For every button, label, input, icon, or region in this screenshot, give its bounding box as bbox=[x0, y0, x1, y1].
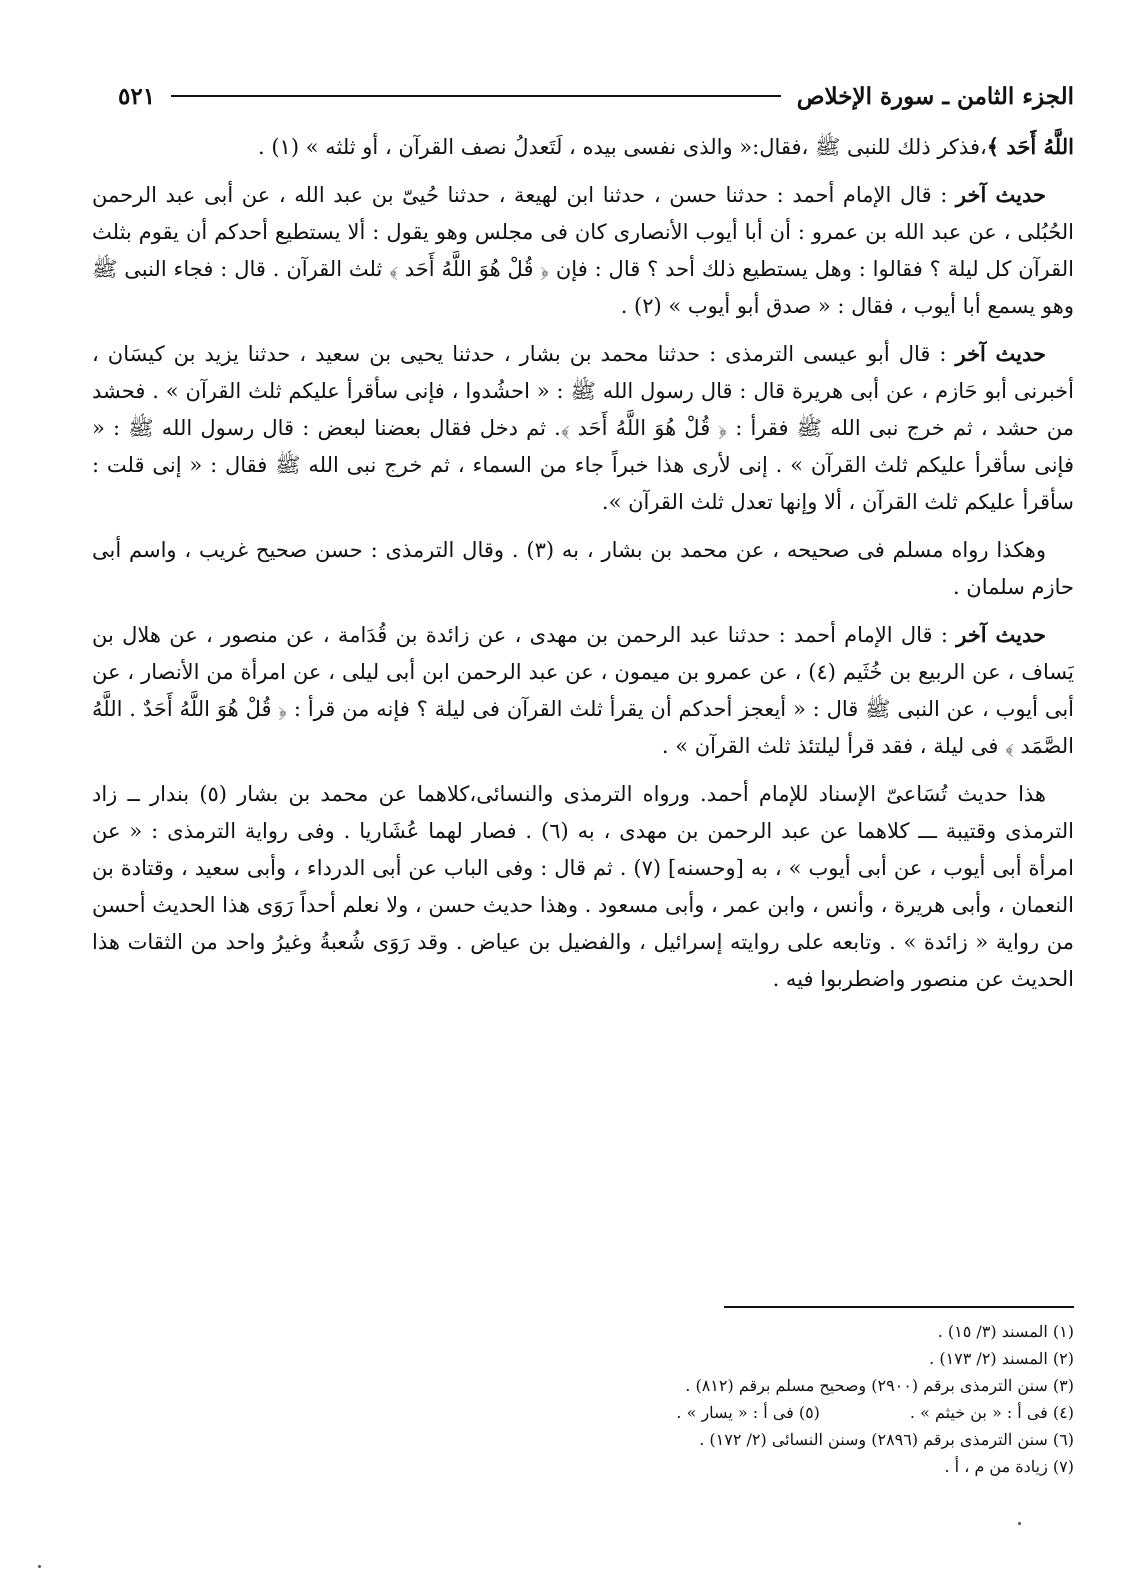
footnote-7: (٧) زيادة من م ، أ . bbox=[944, 1457, 1074, 1476]
footnote-1: (١) المسند (٣/ ١٥) . bbox=[937, 1322, 1074, 1341]
paragraph-text: وهكذا رواه مسلم فى صحيحه ، عن محمد بن بشار ، به (٣) . وقال الترمذى : حسن صحيح غريب ، واسم أبى حازم سلمان . bbox=[92, 538, 1074, 599]
footnote-2: (٢) المسند (٢/ ١٧٣) . bbox=[929, 1349, 1074, 1368]
footnote-separator bbox=[724, 1306, 1074, 1308]
footnote-6: (٦) سنن الترمذى برقم (٢٨٩٦) وسنن النسائى (٢/ ١٧٢) . bbox=[699, 1430, 1074, 1449]
scan-speck bbox=[38, 1565, 41, 1568]
paragraph-text: : قال أبو عيسى الترمذى : حدثنا محمد بن بشار ، حدثنا يحيى بن سعيد ، حدثنا يزيد بن كيسَان ، أخبرنى أبو حَازم ، عن أبى هريرة قال : قال رسول الله ﷺ : « احشُدوا ، فإنى سأقرأ عليكم ثلث القرآن » . فحشد من حشد ، ثم خرج نبى الله ﷺ فقرأ : ﴿ قُلْ هُوَ اللَّهُ أَحَد ﴾. ثم دخل فقال بعضنا لبعض : قال رسول الله ﷺ : « فإنى سأقرأ عليكم ثلث القرآن » . إنى لأرى هذا خبراً جاء من السماء ، ثم خرج نبى الله ﷺ فقال : « إنى قلت : سأقرأ عليكم ثلث القرآن ، ألا وإنها تعدل ثلث القرآن ». bbox=[92, 342, 1074, 514]
footnote-3: (٣) سنن الترمذى برقم (٢٩٠٠) وصحيح مسلم برقم (٨١٢) . bbox=[685, 1376, 1074, 1395]
running-head bbox=[118, 78, 1074, 114]
footnote-4: (٤) فى أ : « بن خيثم » . bbox=[909, 1403, 1074, 1422]
footnotes bbox=[300, 1318, 1074, 1480]
paragraph-commentary bbox=[92, 775, 1074, 998]
paragraph-lead: حديث آخر bbox=[956, 622, 1047, 647]
paragraph-text: ،فذكر ذلك للنبى ﷺ ،فقال:« والذى نفسى بيده ، لَتَعدلُ نصف القرآن ، أو ثلثه » (١) . bbox=[258, 135, 987, 159]
running-head-title: الجزء الثامن ـ سورة الإخلاص bbox=[796, 82, 1074, 110]
paragraph-text: : قال الإمام أحمد : حدثنا عبد الرحمن بن مهدى ، عن زائدة بن قُدَامة ، عن منصور ، عن هلال بن يَساف ، عن الربيع بن خُثَيم (٤) ، عن عمرو بن ميمون ، عن عبد الرحمن ابن أبى ليلى ، عن امرأة من الأنصار ، عن أبى أيوب ، عن النبى ﷺ قال : « أيعجز أحدكم أن يقرأ ثلث القرآن فى ليلة ؟ فإنه من قرأ : ﴿ قُلْ هُوَ اللَّهُ أَحَدٌ . اللَّهُ الصَّمَد ﴾ فى ليلة ، فقد قرأ ليلتئذ ثلث القرآن » . bbox=[92, 623, 1074, 758]
page-number: ٥٢١ bbox=[118, 82, 156, 110]
paragraph-commentary bbox=[92, 531, 1074, 606]
paragraph-text: : قال الإمام أحمد : حدثنا حسن ، حدثنا ابن لهيعة ، حدثنا حُيىّ بن عبد الله ، عن أبى عبد الرحمن الحُبُلى ، عن عبد الله بن عمرو : أن أبا أيوب الأنصارى كان فى مجلس وهو يقول : ألا يستطيع أحدكم أن يقوم بثلث القرآن كل ليلة ؟ فقالوا : وهل يستطيع ذلك أحد ؟ قال : فإن ﴿ قُلْ هُوَ اللَّهُ أَحَد ﴾ ثلث القرآن . قال : فجاء النبى ﷺ وهو يسمع أبا أيوب ، فقال : « صدق أبو أيوب » (٢) . bbox=[92, 183, 1074, 318]
paragraph-hadith bbox=[92, 335, 1074, 521]
running-head-rule bbox=[171, 95, 781, 97]
main-text bbox=[92, 128, 1074, 1292]
paragraph-hadith bbox=[92, 616, 1074, 765]
paragraph-lead: اللَّهُ أَحَد ﴾ bbox=[986, 134, 1074, 159]
paragraph-hadith bbox=[92, 176, 1074, 325]
paragraph-text: هذا حديث تُسَاعىّ الإسناد للإمام أحمد. ورواه الترمذى والنسائى،كلاهما عن محمد بن بشار (٥) بندار ــ زاد الترمذى وقتيبة ـــ كلاهما عن عبد الرحمن بن مهدى ، به (٦) . فصار لهما عُشَاريا . وفى رواية الترمذى : « عن امرأة أبى أيوب ، عن أبى أيوب » ، به [وحسنه] (٧) . ثم قال : وفى الباب عن أبى الدرداء ، وأبى سعيد ، وقتادة بن النعمان ، وأبى هريرة ، وأنس ، وابن عمر ، وأبى مسعود . وهذا حديث حسن ، ولا نعلم أحداً رَوَى هذا الحديث أحسن من رواية « زائدة » . وتابعه على روايته إسرائيل ، والفضيل بن عياض . وقد رَوَى شُعبةُ وغيرُ واحد من الثقات هذا الحديث عن منصور واضطربوا فيه . bbox=[92, 782, 1074, 991]
paragraph-continuation bbox=[92, 128, 1074, 166]
footnote-5: (٥) فى أ : « يسار » . bbox=[676, 1403, 820, 1422]
paragraph-lead: حديث آخر bbox=[955, 341, 1046, 366]
paragraph-lead: حديث آخر bbox=[955, 182, 1046, 207]
scan-speck bbox=[1018, 1522, 1021, 1525]
footnote-row bbox=[300, 1399, 1074, 1426]
